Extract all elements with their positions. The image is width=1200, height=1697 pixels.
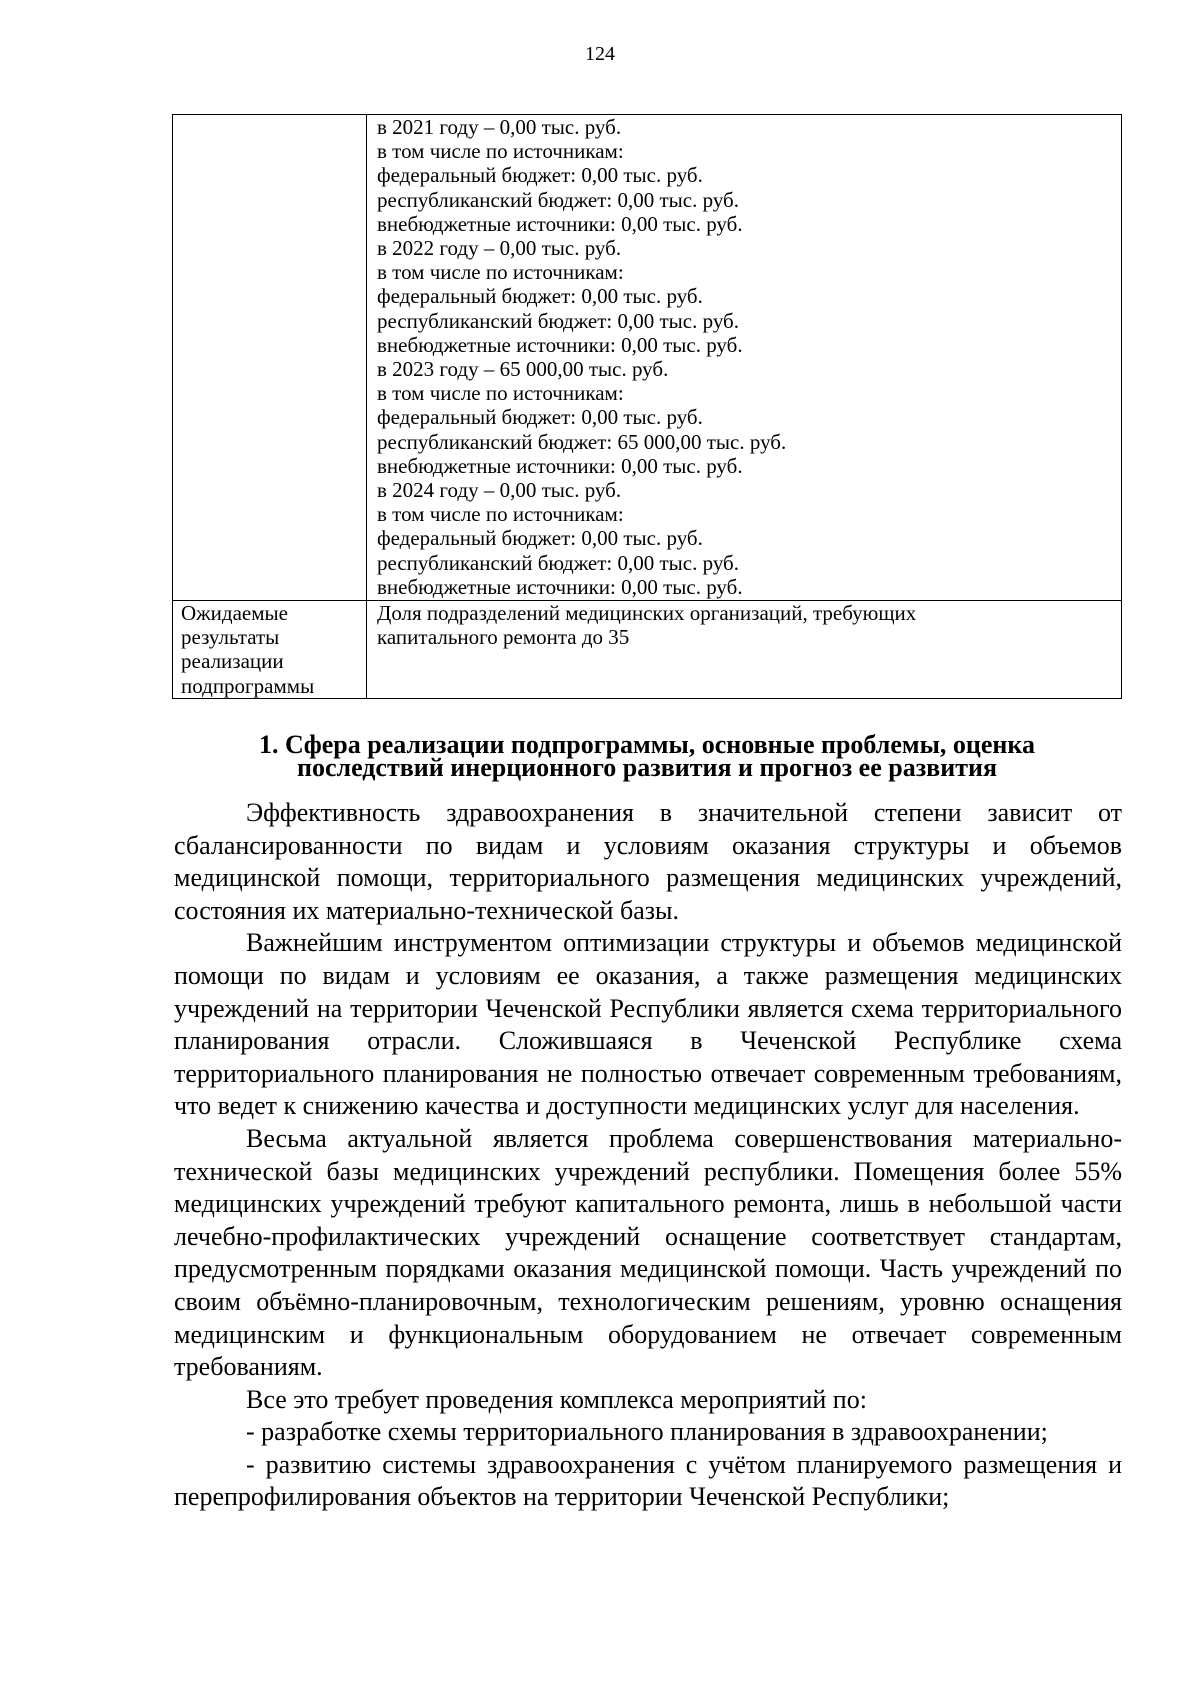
program-passport-table [172, 114, 1122, 699]
paragraph: Весьма актуальной является проблема совершенствования материально-технической базы медицинских учреждений республики. Помещения более 55% медицинских учреждений требуют капитального ремонта, лишь в небольшой части лечебно-профилактических учреждений оснащение соответствует стандартам, предусмотренным порядками оказания медицинской помощи. Часть учреждений по своим объёмно-планировочным, технологическим решениям, уровню оснащения медицинским и функциональным оборудованием не отвечает современным требованиям. [174, 1123, 1122, 1382]
table-cell-label [173, 115, 367, 601]
paragraph: Важнейшим инструментом оптимизации структуры и объемов медицинской помощи по видам и условиям ее оказания, а также размещения медицинских учреждений на территории Чеченской Республики является схема территориального планирования отрасли. Сложившаяся в Чеченской Республике схема территориального планирования не полностью отвечает современным требованиям, что ведет к снижению качества и доступности медицинских услуг для населения. [174, 928, 1122, 1121]
funding-line: внебюджетные источники: 0,00 тыс. руб. [377, 574, 743, 599]
page-number: 124 [585, 43, 615, 65]
funding-line: в 2023 году – 65 000,00 тыс. руб. [377, 357, 669, 382]
funding-line: республиканский бюджет: 0,00 тыс. руб. [377, 550, 739, 575]
table-row [173, 115, 1122, 601]
paragraph: Все это требует проведения комплекса мероприятий по: [246, 1384, 867, 1414]
funding-line: внебюджетные источники: 0,00 тыс. руб. [377, 211, 743, 236]
funding-line: в том числе по источникам: [377, 139, 624, 164]
funding-line: республиканский бюджет: 65 000,00 тыс. руб. [377, 429, 787, 454]
funding-line: республиканский бюджет: 0,00 тыс. руб. [377, 187, 739, 212]
funding-line: в том числе по источникам: [377, 381, 624, 406]
table-row [173, 601, 1122, 699]
results-label-line: результаты [181, 625, 280, 650]
funding-line: внебюджетные источники: 0,00 тыс. руб. [377, 332, 743, 357]
results-label-line: реализации [181, 649, 284, 674]
section-heading-line: 1. Сфера реализации подпрограммы, основные проблемы, оценка [258, 730, 1035, 759]
table-cell-results-value [367, 601, 1122, 699]
list-item: - разработке схемы территориального планирования в здравоохранении; [246, 1417, 1048, 1447]
section-heading-line: последствий инерционного развития и прогноз ее развития [296, 753, 998, 782]
list-item: - развитию системы здравоохранения с учётом планируемого размещения и перепрофилирования объектов на территории Чеченской Республики; [174, 1449, 1122, 1512]
section-heading [172, 730, 1122, 782]
results-value-line: капитального ремонта до 35 [377, 625, 630, 650]
table-cell-funding [367, 115, 1122, 601]
results-label-line: подпрограммы [181, 673, 315, 698]
table-cell-results-label [173, 601, 367, 699]
funding-line: внебюджетные источники: 0,00 тыс. руб. [377, 453, 743, 478]
funding-line: федеральный бюджет: 0,00 тыс. руб. [377, 163, 703, 188]
funding-line: федеральный бюджет: 0,00 тыс. руб. [377, 284, 703, 309]
funding-line: в 2024 году – 0,00 тыс. руб. [377, 478, 622, 503]
paragraph: Эффективность здравоохранения в значительной степени зависит от сбалансированности по видам и условиям оказания структуры и объемов медицинской помощи, территориального размещения медицинских учреждений, состояния их материально-технической базы. [174, 798, 1122, 925]
funding-line: в том числе по источникам: [377, 260, 624, 285]
funding-line: федеральный бюджет: 0,00 тыс. руб. [377, 526, 703, 551]
results-value-line: Доля подразделений медицинских организаций, требующих [377, 601, 917, 625]
funding-line: в 2021 году – 0,00 тыс. руб. [377, 115, 622, 139]
funding-line: республиканский бюджет: 0,00 тыс. руб. [377, 308, 739, 333]
results-label-line: Ожидаемые [181, 601, 288, 625]
funding-line: федеральный бюджет: 0,00 тыс. руб. [377, 405, 703, 430]
funding-line: в 2022 году – 0,00 тыс. руб. [377, 236, 622, 261]
section-body [174, 797, 1122, 1514]
funding-line: в том числе по источникам: [377, 502, 624, 527]
